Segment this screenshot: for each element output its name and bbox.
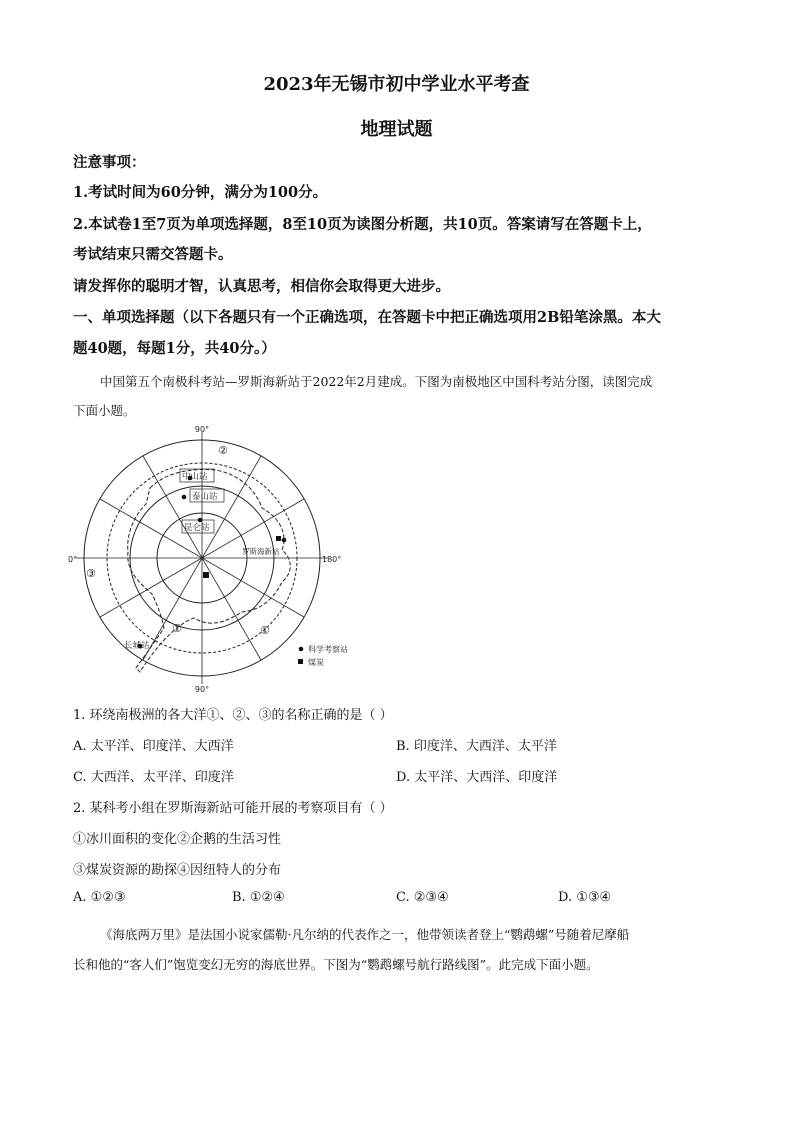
question-1-option-c: C. 大西洋、太平洋、印度洋 (73, 770, 234, 785)
station-label-rossnew: 罗斯海新站 (242, 547, 280, 556)
question-2-item-1: ①冰川面积的变化②企鹅的生活习性 (73, 832, 282, 847)
note-item-2: 2.本试卷1至7页为单项选择题，8至10页为读图分析题，共10页。答案请写在答题卡上， (73, 216, 652, 233)
station-label-kunlun: 昆仑站 (184, 523, 210, 533)
question-1-option-d: D. 太平洋、大西洋、印度洋 (396, 770, 558, 785)
section1-heading-cont: 题40题，每题1分，共40分。） (73, 340, 276, 357)
antarctic-stations-map (66, 422, 366, 694)
lon-label-left: 0° (68, 555, 78, 564)
lon-label-right: 180° (322, 555, 342, 564)
section1-heading: 一、单项选择题（以下各题只有一个正确选项，在答题卡中把正确选项用2B铅笔涂黑。本大 (73, 309, 661, 326)
passage1-line1: 中国第五个南极科考站—罗斯海新站于2022年2月建成。下图为南极地区中国科考站分图，读图完成 (100, 374, 653, 389)
station-marker-rossnew (282, 538, 287, 543)
station-marker-taishan (182, 495, 187, 500)
station-label-zhongshan: 中山站 (182, 472, 208, 482)
ocean-label-1: ① (260, 624, 270, 637)
legend-coal-icon (298, 659, 303, 664)
ocean-label-2: ② (218, 444, 228, 457)
legend-station-label: 科学考察站 (308, 645, 348, 654)
exam-title: 2023年无锡市初中学业水平考查 (263, 74, 530, 95)
passage2-line1: 《海底两万里》是法国小说家儒勒·凡尔纳的代表作之一，他带领读者登上“鹦鹉螺”号随着尼摩船 (100, 927, 630, 942)
coal-marker-ross (276, 536, 281, 541)
coal-marker-center (203, 572, 209, 578)
legend-station-icon (299, 647, 304, 652)
ocean-label-1-inner: ① (172, 622, 182, 635)
station-label-changcheng: 长城站 (124, 641, 150, 651)
question-2-option-a: A. ①②③ (73, 890, 126, 905)
question-2-item-2: ③煤炭资源的勘探④因纽特人的分布 (73, 863, 282, 878)
lon-label-top: 90° (194, 425, 210, 434)
legend-coal-label: 煤炭 (308, 658, 324, 667)
lon-label-bottom: 90° (194, 685, 210, 694)
note-item-2-cont: 考试结束只需交答题卡。 (73, 246, 233, 263)
question-2-option-b: B. ①②④ (232, 890, 285, 905)
question-2-option-c: C. ②③④ (396, 890, 449, 905)
station-label-taishan: 泰山站 (192, 492, 218, 502)
question-1-stem: 1. 环绕南极洲的各大洋①、②、③的名称正确的是（ ） (73, 708, 393, 723)
notes-heading: 注意事项： (73, 154, 146, 171)
question-1-option-b: B. 印度洋、大西洋、太平洋 (396, 739, 557, 754)
question-2-stem: 2. 某科考小组在罗斯海新站可能开展的考察项目有（ ） (73, 801, 393, 816)
question-1-option-a: A. 太平洋、印度洋、大西洋 (73, 739, 234, 754)
encourage-line: 请发挥你的聪明才智，认真思考，相信你会取得更大进步。 (73, 278, 450, 295)
passage1-line2: 下面小题。 (73, 403, 136, 418)
ocean-label-3: ③ (86, 567, 96, 580)
map-legend (298, 644, 348, 667)
note-item-1: 1.考试时间为60分钟，满分为100分。 (73, 184, 328, 201)
exam-subtitle: 地理试题 (360, 119, 433, 140)
question-2-option-d: D. ①③④ (558, 890, 612, 905)
passage2-line2: 长和他的“客人们”饱览变幻无穷的海底世界。下图为“鹦鹉螺号航行路线图”。此完成下面小题。 (73, 957, 599, 972)
